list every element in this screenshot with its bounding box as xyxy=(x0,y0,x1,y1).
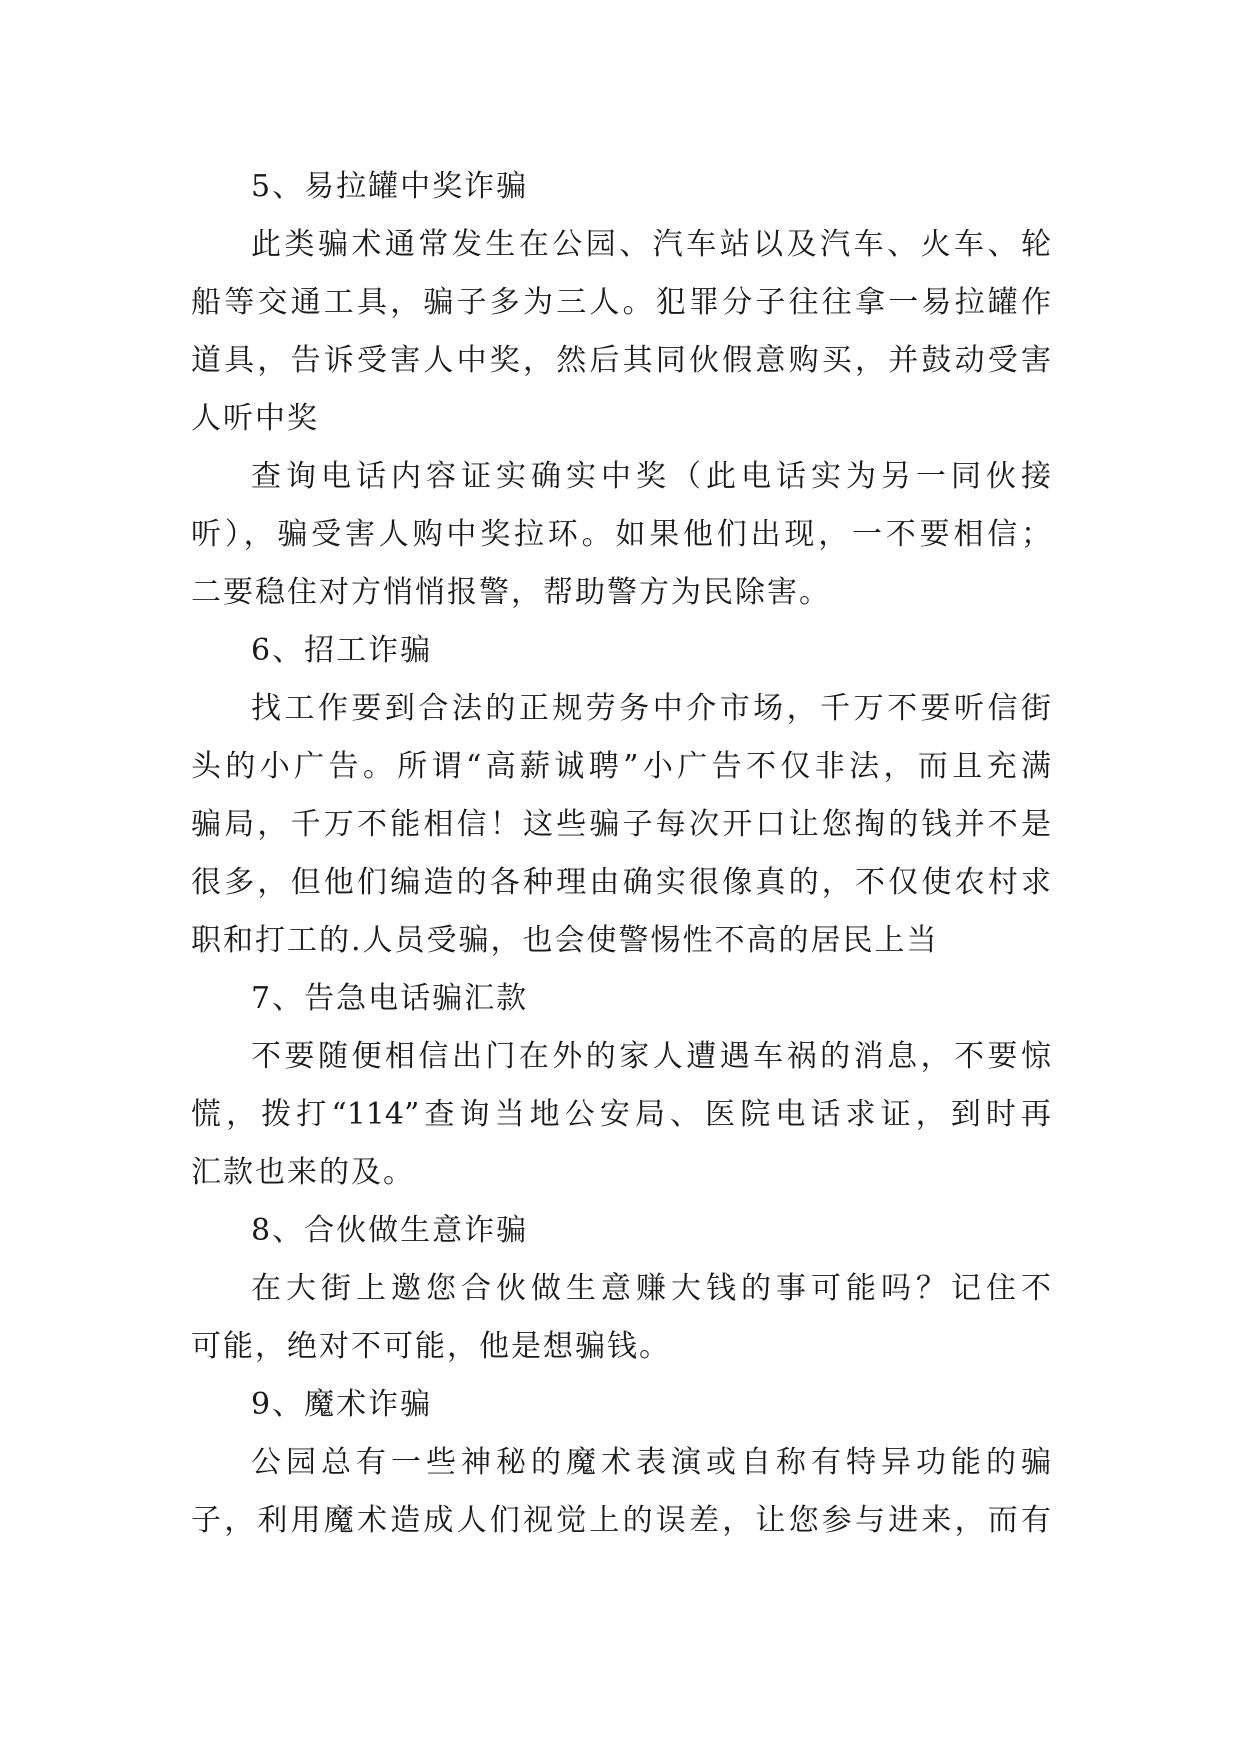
section-heading: 6、招工诈骗 xyxy=(251,633,433,668)
text-line: 查询电话内容证实确实中奖（此电话实为另一同伙接 xyxy=(251,459,1051,494)
paragraph xyxy=(191,216,1051,448)
text-line: 子，利用魔术造成人们视觉上的误差，让您参与进来，而有 xyxy=(191,1503,1051,1538)
text-line: 汇款也来的及。 xyxy=(191,1155,415,1190)
section-heading: 9、魔术诈骗 xyxy=(251,1387,433,1422)
text-line: 不要随便相信出门在外的家人遭遇车祸的消息，不要惊 xyxy=(251,1039,1051,1074)
section-heading: 7、告急电话骗汇款 xyxy=(251,981,529,1016)
paragraph xyxy=(191,1434,1051,1550)
text-line: 人听中奖 xyxy=(191,401,319,436)
document-page xyxy=(191,158,1051,1550)
paragraph xyxy=(191,448,1051,622)
text-line: 骗局，千万不能相信！这些骗子每次开口让您掏的钱并不是 xyxy=(191,807,1051,842)
text-line: 道具，告诉受害人中奖，然后其同伙假意购买，并鼓动受害 xyxy=(191,343,1051,378)
text-line: 听），骗受害人购中奖拉环。如果他们出现，一不要相信； xyxy=(191,517,1051,552)
text-line: 船等交通工具，骗子多为三人。犯罪分子往往拿一易拉罐作 xyxy=(191,285,1051,320)
paragraph xyxy=(191,680,1051,970)
text-line: 头的小广告。所谓“高薪诚聘”小广告不仅非法，而且充满 xyxy=(191,749,1051,784)
text-line: 职和打工的.人员受骗，也会使警惕性不高的居民上当 xyxy=(191,923,939,958)
paragraph xyxy=(191,1260,1051,1376)
text-line: 此类骗术通常发生在公园、汽车站以及汽车、火车、轮 xyxy=(251,227,1051,262)
text-line: 二要稳住对方悄悄报警，帮助警方为民除害。 xyxy=(191,575,831,610)
text-line: 可能，绝对不可能，他是想骗钱。 xyxy=(191,1329,671,1364)
section-heading: 8、合伙做生意诈骗 xyxy=(251,1213,529,1248)
section-heading: 5、易拉罐中奖诈骗 xyxy=(251,169,529,204)
text-line: 在大街上邀您合伙做生意赚大钱的事可能吗？记住不 xyxy=(251,1271,1051,1306)
text-line: 很多，但他们编造的各种理由确实很像真的，不仅使农村求 xyxy=(191,865,1051,900)
text-line: 慌，拨打“114”查询当地公安局、医院电话求证，到时再 xyxy=(191,1097,1051,1132)
text-line: 公园总有一些神秘的魔术表演或自称有特异功能的骗 xyxy=(251,1445,1051,1480)
paragraph xyxy=(191,1028,1051,1202)
text-line: 找工作要到合法的正规劳务中介市场，千万不要听信街 xyxy=(251,691,1051,726)
